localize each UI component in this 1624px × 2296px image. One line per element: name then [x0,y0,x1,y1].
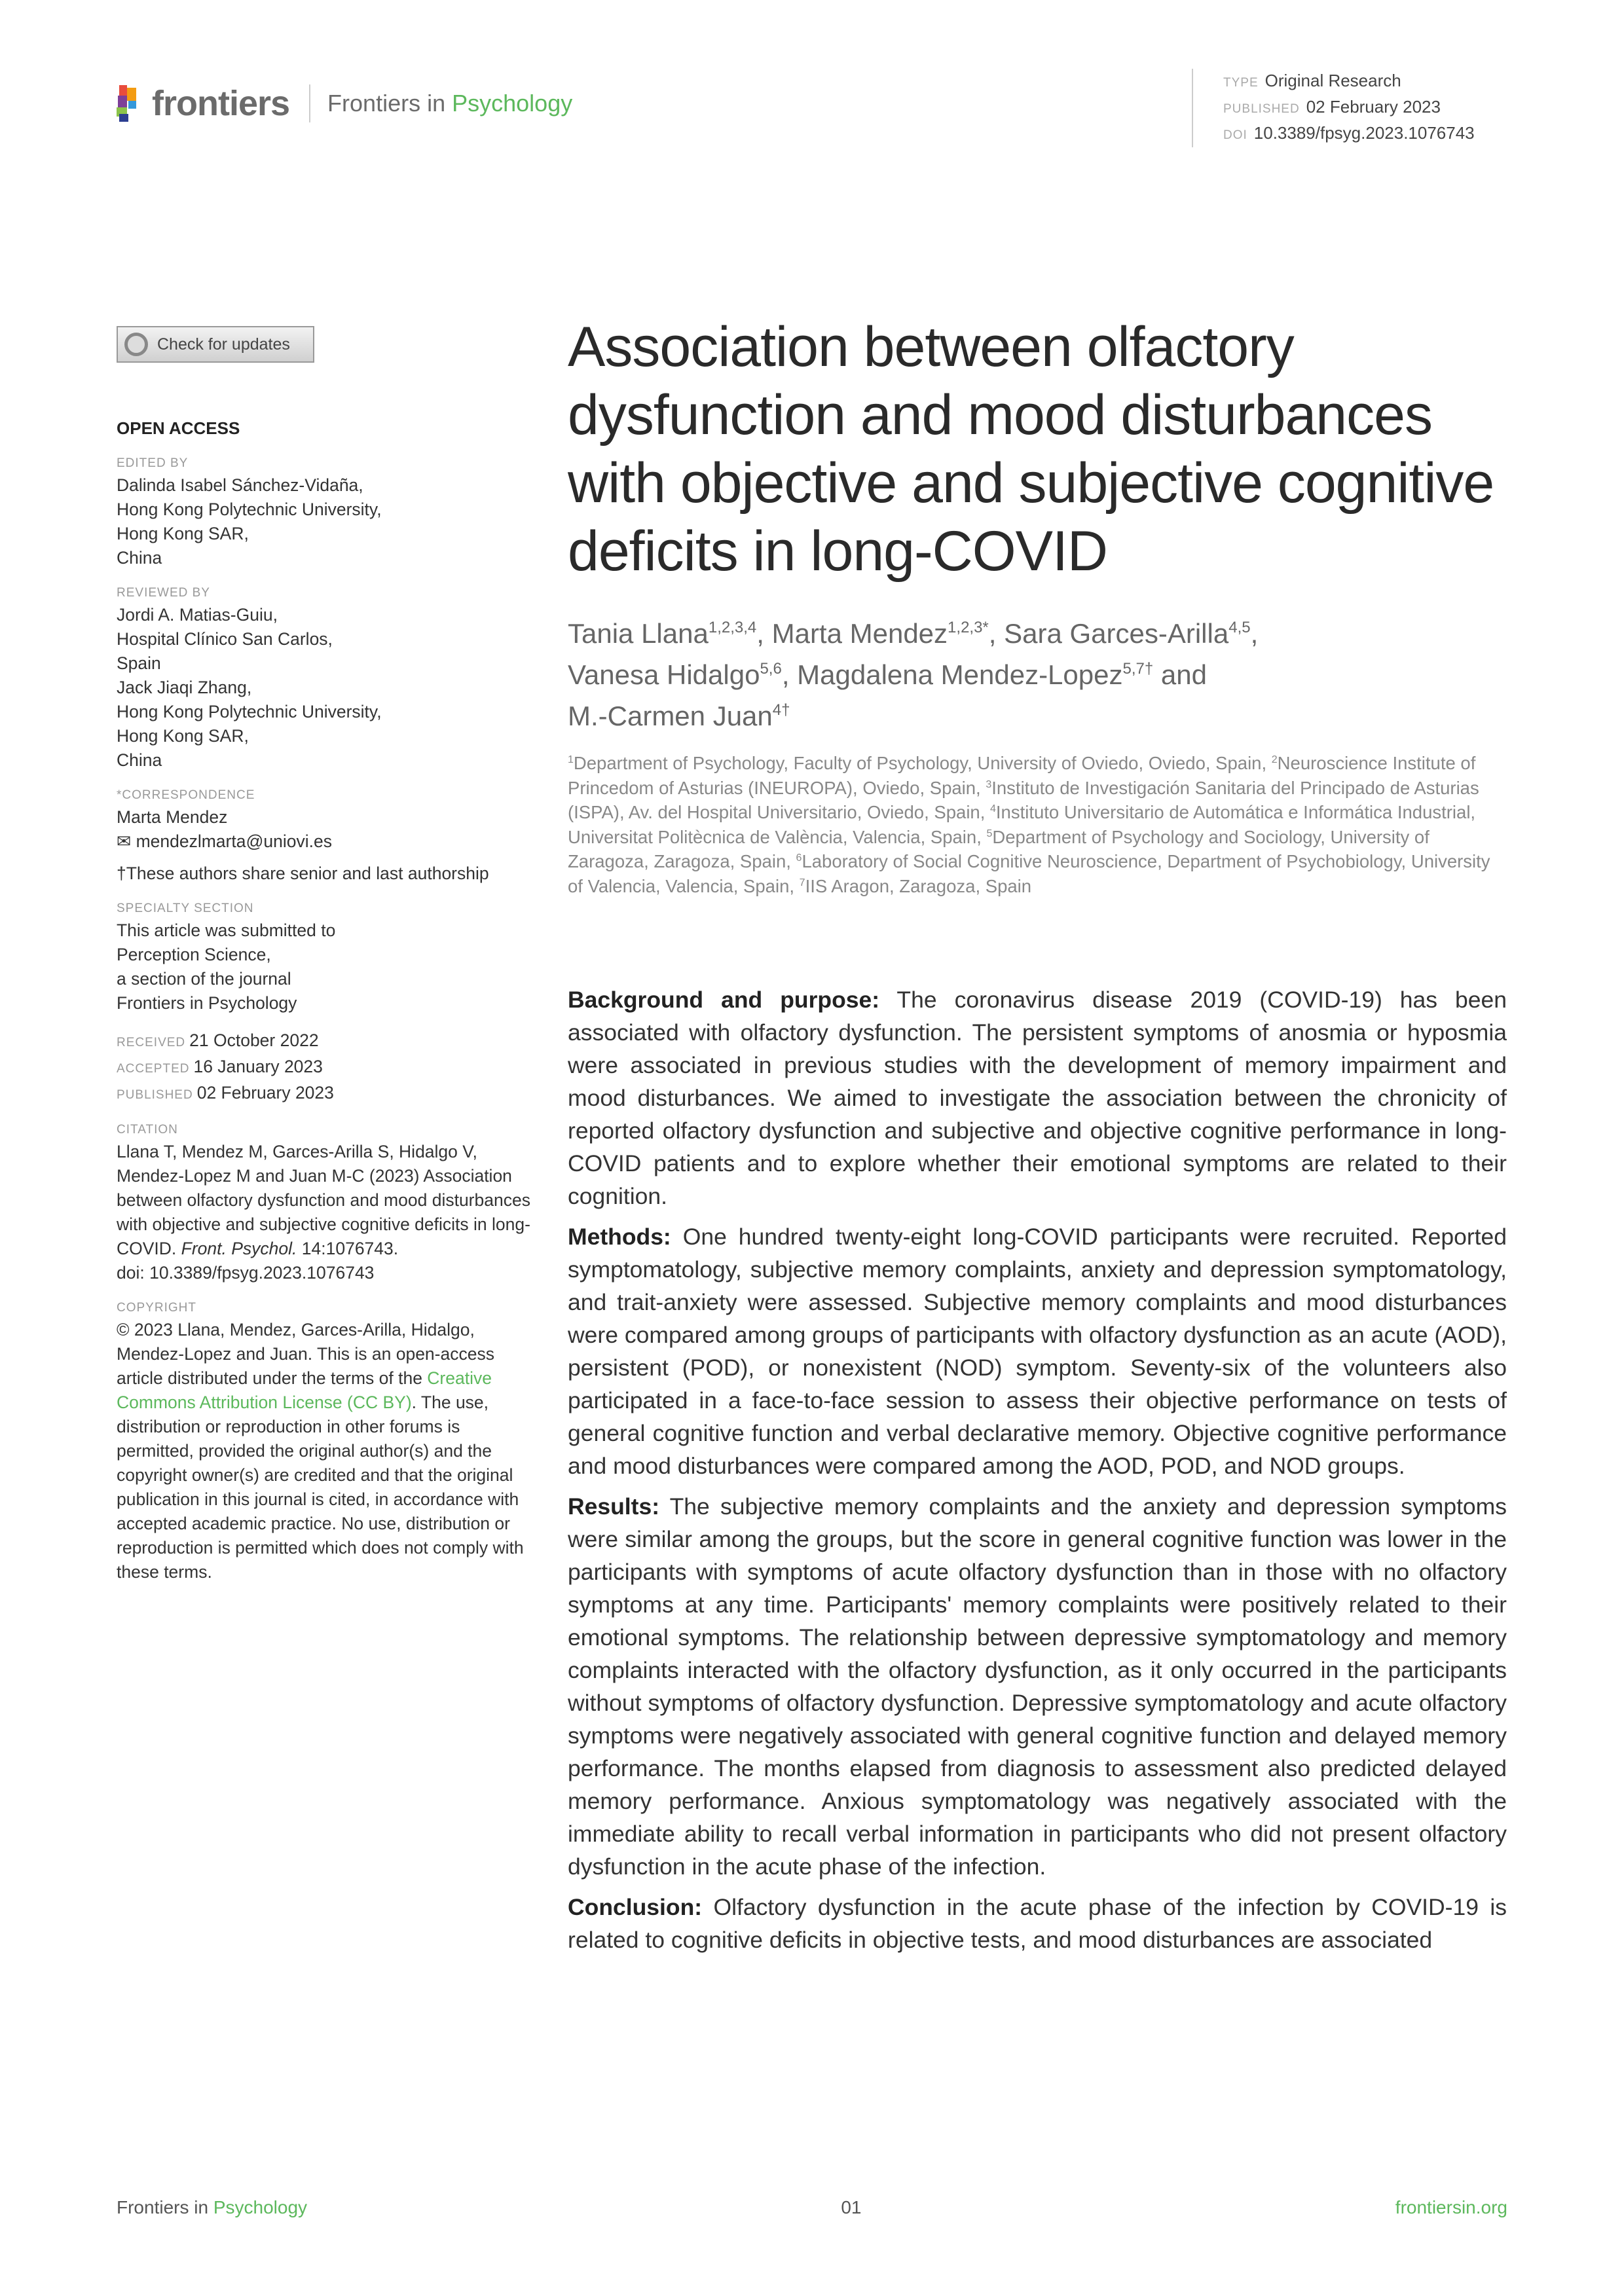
frontiers-logo[interactable] [117,84,572,123]
abstract-conclusion [568,1891,1507,1956]
main-column [568,313,1507,1964]
affil-number: 7 [799,877,805,888]
affil-number: 6 [796,852,802,864]
affil-text: Laboratory of Social Cognitive Neuroscience, Department of Psychobiology, University of Valencia, Valencia, Spain, [568,851,1490,896]
affil-text: IIS Aragon, Zaragoza, Spain [805,875,1032,896]
author[interactable] [568,618,756,649]
author-name: Magdalena Mendez-Lopez [797,659,1123,690]
journal-name [327,90,572,117]
specialty-line: Frontiers in Psychology [117,993,297,1013]
meta-key: DOI [1223,128,1247,142]
affil-number: 1 [568,754,574,765]
specialty-label: SPECIALTY SECTION [117,902,254,915]
abstract-results [568,1490,1507,1883]
citation-doi: doi: 10.3389/fpsyg.2023.1076743 [117,1263,375,1283]
section-text: The coronavirus disease 2019 (COVID-19) has been associated with olfactory dysfunction. The persistent symptoms of anosmia or hyposmia were associated in previous studies with the development of memory impairment and mood disturbances. We aimed to investigate the association between the chronicity of reported olfactory dysfunction and subjective and objective cognitive performance in long-COVID patients and to explore whether their emotional symptoms are related to their cognition. [568,987,1507,1209]
citation-text: Llana T, Mendez M, Garces-Arilla S, Hidalgo V, Mendez-Lopez M and Juan M-C (2023) Association between olfactory dysfunction and mood disturbances with objective and subjective cognitive deficits in long-COVID. [117,1142,530,1258]
section-label: Conclusion: [568,1894,703,1920]
author-separator: , [988,618,1005,649]
update-icon [124,333,148,356]
author-name: Marta Mendez [771,618,948,649]
author-separator: and [1153,659,1207,690]
sidebar [117,416,536,1584]
reviewer-line: Spain [117,653,161,673]
reviewed-by [117,603,536,773]
logo-divider [309,84,310,122]
specialty-line: This article was submitted to [117,920,336,940]
author[interactable] [1004,618,1250,649]
editor-line: Dalinda Isabel Sánchez-Vidaña, [117,475,363,495]
check-for-updates-button[interactable] [117,326,314,363]
doi-link[interactable]: 10.3389/fpsyg.2023.1076743 [1253,123,1475,143]
meta-published [1223,95,1475,121]
abstract-background [568,983,1507,1212]
author[interactable] [797,659,1153,690]
section-text: Olfactory dysfunction in the acute phase of the infection by COVID-19 is related to cognitive deficits in objective tests, and mood disturbances are associated [568,1894,1507,1953]
footer-journal [117,2197,307,2218]
date-key: ACCEPTED [117,1062,190,1076]
abstract [568,983,1507,1956]
affiliations [568,751,1507,898]
date-value: 21 October 2022 [189,1030,319,1050]
correspondence-email[interactable]: ✉ mendezlmarta@uniovi.es [117,831,332,851]
section-label: Results: [568,1493,660,1520]
date-value: 02 February 2023 [196,1083,334,1102]
reviewer-line: China [117,750,162,770]
author-affil: 1,2,3,4 [708,619,757,636]
affil-text: Instituto Universitario de Automática e Informática Industrial, Universitat Politècnica de València, Valencia, Spain, [568,802,1476,847]
dates [117,1029,536,1107]
affil-number: 5 [986,828,993,839]
reviewer-line: Jordi A. Matias-Guiu, [117,605,278,625]
journal-prefix: Frontiers in [327,90,446,117]
author-separator: , [781,659,798,690]
citation-label: CITATION [117,1123,178,1137]
open-access-label: OPEN ACCESS [117,418,240,438]
article-meta [1192,69,1475,147]
reviewer-line: Jack Jiaqi Zhang, [117,678,252,697]
reviewer-line: Hong Kong Polytechnic University, [117,702,382,721]
meta-value: Original Research [1264,71,1401,90]
meta-value: 02 February 2023 [1306,97,1441,117]
affil-number: 4 [990,803,996,814]
site-link[interactable]: frontiersin.org [1395,2197,1507,2217]
specialty-line: Perception Science, [117,945,271,964]
reviewer-line: Hong Kong SAR, [117,726,249,746]
footer-journal-field: Psychology [213,2197,308,2217]
author-list [568,613,1507,737]
brand-name: frontiers [152,84,290,123]
article-title: Association between olfactory dysfunction and mood disturbances with objective and subjective cognitive deficits in long-COVID [568,316,1494,583]
affil-number: 2 [1271,754,1278,765]
author-name: M.-Carmen Juan [568,701,773,731]
author-name: Tania Llana [568,618,709,649]
author-name: Sara Garces-Arilla [1004,618,1229,649]
section-label: Methods: [568,1224,671,1250]
copyright-text: © 2023 Llana, Mendez, Garces-Arilla, Hidalgo, Mendez-Lopez and Juan. This is an open-access article distributed under the terms of the [117,1320,494,1388]
author-separator: , [1250,618,1259,649]
check-for-updates-label: Check for updates [157,335,290,354]
editor-line: Hong Kong SAR, [117,524,249,543]
copyright-label: COPYRIGHT [117,1301,196,1315]
author-name: Vanesa Hidalgo [568,659,760,690]
editor-line: China [117,548,162,568]
license-link[interactable]: Creative Commons Attribution License (CC BY) [117,1368,492,1412]
footer-journal-prefix: Frontiers in [117,2197,209,2217]
affil-text: Department of Psychology, Faculty of Psychology, University of Oviedo, Oviedo, Spain, [573,753,1272,773]
meta-doi [1223,121,1475,147]
date-key: PUBLISHED [117,1088,193,1102]
section-label: Background and purpose: [568,987,880,1013]
copyright-text: . The use, distribution or reproduction in other forums is permitted, provided the original author(s) and the copyright owner(s) are credited and that the original publication in this journal is cited, in accordance with accepted academic practice. No use, distribution or reproduction is permitted which does not comply with these terms. [117,1393,524,1582]
editor-line: Hong Kong Polytechnic University, [117,500,382,519]
author-affil: 5,7† [1122,660,1154,678]
citation-journal: Front. Psychol. [181,1239,297,1258]
affil-number: 3 [986,778,992,790]
meta-type [1223,69,1475,95]
journal-field: Psychology [452,90,573,117]
correspondence-name: Marta Mendez [117,807,228,827]
author[interactable] [772,618,989,649]
reviewer-line: Hospital Clínico San Carlos, [117,629,333,649]
section-text: One hundred twenty-eight long-COVID participants were recruited. Reported symptomatology, subjective memory complaints, anxiety and depression symptomatology, and trait-anxiety were assessed. Subjective memory complaints and mood disturbances were compared among groups of participants with olfactory dysfunction as an acute (AOD), persistent (POD), or nonexistent (NOD) symptom. Seventy-six of the volunteers also participated in a face-to-face session to assess their objective performance on tests of general cognitive function and verbal declarative memory. Objective cognitive performance and mood disturbances were compared among the AOD, POD, and NOD groups. [568,1224,1507,1479]
meta-key: PUBLISHED [1223,102,1300,116]
edited-by [117,473,536,570]
author-affil: 1,2,3* [948,619,989,636]
citation-volume: 14:1076743. [297,1239,399,1258]
author-affil: 4,5 [1228,619,1251,636]
correspondence-label: *CORRESPONDENCE [117,788,255,802]
frontiers-logo-icon [117,85,147,122]
copyright [117,1318,536,1584]
citation [117,1140,536,1285]
affil-text: Neuroscience Institute of Princedom of Asturias (INEUROPA), Oviedo, Spain, [568,753,1476,798]
author[interactable] [568,701,790,731]
specialty-line: a section of the journal [117,969,291,989]
affil-text: Department of Psychology and Sociology, University of Zaragoza, Zaragoza, Spain, [568,826,1430,871]
author[interactable] [568,659,782,690]
page-number: 01 [841,2197,862,2217]
author-affil: 5,6 [760,660,782,678]
page-footer [117,2197,1507,2218]
senior-authorship-note: †These authors share senior and last authorship [117,864,489,883]
edited-by-label: EDITED BY [117,456,189,470]
specialty-section [117,919,536,1015]
date-key: RECEIVED [117,1036,186,1049]
meta-key: TYPE [1223,76,1259,90]
abstract-methods [568,1220,1507,1482]
author-affil: 4† [772,701,790,719]
section-text: The subjective memory complaints and the anxiety and depression symptoms were similar among the groups, but the score in general cognitive function was lower in the participants with symptoms of acute olfactory dysfunction than in those with no olfactory symptoms at any time. Participants' memory complaints were positively related to their emotional symptoms. The relationship between depressive symptomatology and memory complaints interacted with the olfactory dysfunction, as it only occurred in the participants without symptoms of olfactory dysfunction. Depressive symptomatology and acute olfactory symptoms were negatively associated with general cognitive function and delayed memory performance. The months elapsed from diagnosis to assessment also predicted delayed memory performance. Anxious symptomatology was negatively associated with the immediate ability to recall verbal information in participants who did not present olfactory dysfunction in the acute phase of the infection. [568,1493,1507,1880]
affil-text: Instituto de Investigación Sanitaria del Principado de Asturias (ISPA), Av. del Hospital Universitario, Oviedo, Spain, [568,777,1479,822]
reviewed-by-label: REVIEWED BY [117,586,210,600]
author-separator: , [756,618,772,649]
date-value: 16 January 2023 [193,1057,323,1076]
